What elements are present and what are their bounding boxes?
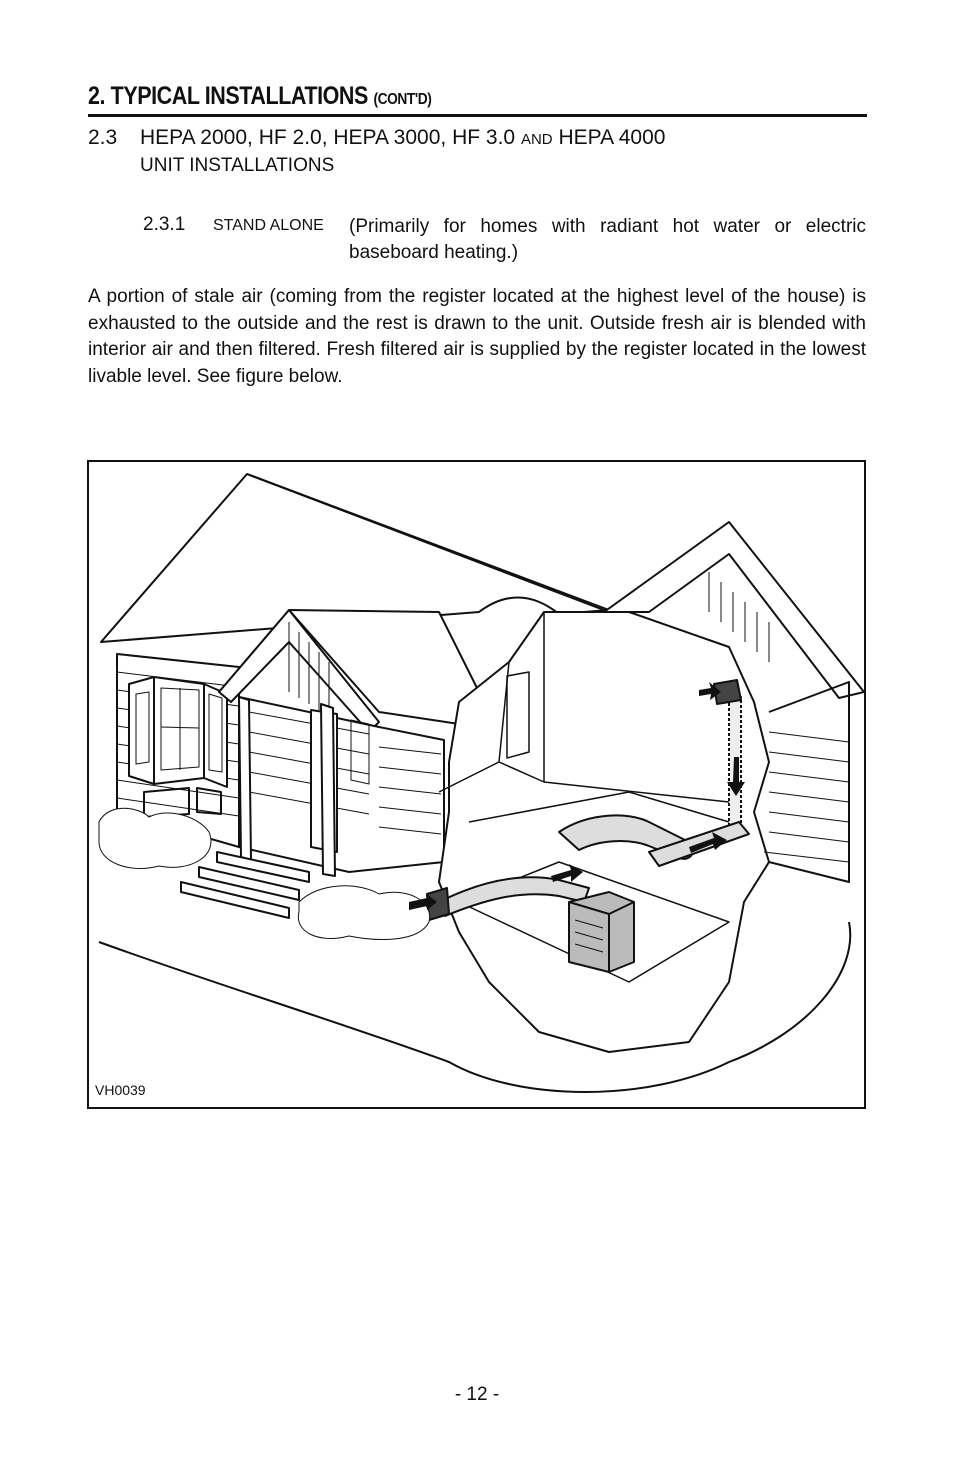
subsection-title-line2-text: UNIT INSTALLATIONS — [140, 155, 335, 176]
front-wall — [239, 697, 444, 872]
front-steps — [181, 852, 309, 918]
subsection-title-models-a: HEPA 2000, HF 2.0, HEPA 3000, HF 3.0 — [140, 126, 516, 149]
section-title-suffix: (CONT'D) — [373, 91, 432, 108]
house-illustration — [89, 462, 864, 1107]
page-number: - 12 - — [454, 1384, 500, 1405]
title-rule — [88, 114, 867, 117]
subsection-title-and: AND — [520, 131, 553, 148]
body-paragraph: A portion of stale air (coming from the register located at the highest level of the house) is exhausted to the outside and the rest is drawn to the unit. Outside fresh air is blended with interior air and then filtered. Fresh filtered air is supplied by the register located in the lowest livable level. See figure below. — [88, 286, 866, 387]
item-number: 2.3.1 — [143, 214, 186, 235]
subsection-title-models-b: HEPA 4000 — [558, 126, 666, 149]
subsection-number: 2.3 — [88, 126, 118, 149]
section-title-text: 2. TYPICAL INSTALLATIONS — [88, 82, 368, 110]
subsection-title — [140, 126, 665, 150]
figure-code: VH0039 — [95, 1082, 146, 1098]
installation-figure — [87, 460, 866, 1109]
item-title: STAND ALONE — [213, 217, 324, 234]
section-title — [88, 82, 757, 111]
subsection-title-line2 — [140, 155, 334, 177]
item-description: (Primarily for homes with radiant hot water or electric baseboard heating.) — [349, 216, 866, 263]
